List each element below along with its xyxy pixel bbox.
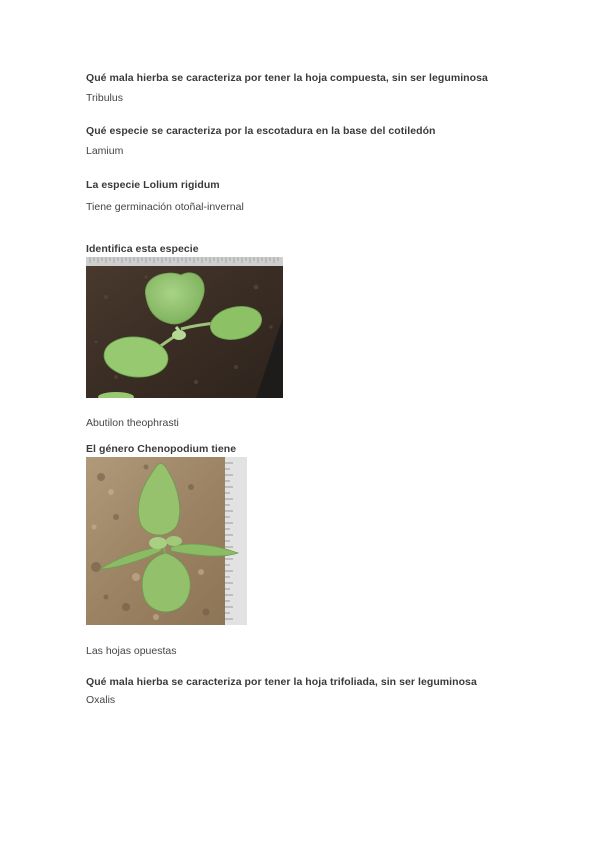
question-6: Qué mala hierba se caracteriza por tener la hoja trifoliada, sin ser leguminosa bbox=[86, 676, 477, 688]
answer-4: Abutilon theophrasti bbox=[86, 417, 179, 429]
answer-3: Tiene germinación otoñal-invernal bbox=[86, 201, 244, 213]
answer-6: Oxalis bbox=[86, 694, 116, 706]
question-3: La especie Lolium rigidum bbox=[86, 179, 220, 191]
question-4: Identifica esta especie bbox=[86, 243, 199, 255]
answer-5: Las hojas opuestas bbox=[86, 645, 177, 657]
question-1: Qué mala hierba se caracteriza por tener la hoja compuesta, sin ser leguminosa bbox=[86, 72, 488, 84]
answer-2: Lamium bbox=[86, 145, 124, 157]
question-5: El género Chenopodium tiene bbox=[86, 443, 237, 455]
chenopodium-seedling-photo bbox=[86, 457, 247, 625]
chenopodium-seedling-image bbox=[86, 457, 247, 625]
question-2: Qué especie se caracteriza por la escotadura en la base del cotiledón bbox=[86, 125, 436, 137]
abutilon-seedling-image bbox=[86, 257, 283, 398]
abutilon-seedling-photo bbox=[86, 257, 283, 398]
answer-1: Tribulus bbox=[86, 92, 123, 104]
